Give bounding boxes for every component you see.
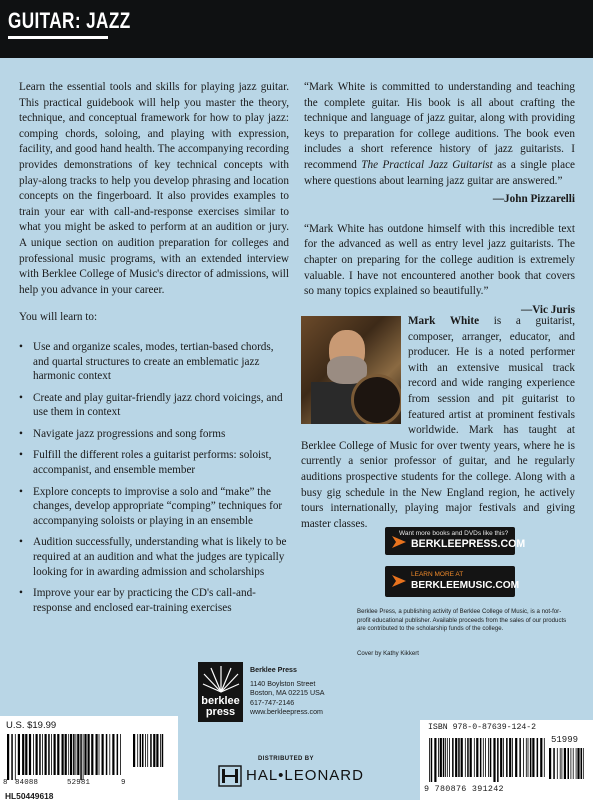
barcode-bar: [33, 734, 34, 775]
barcode-bar: [458, 738, 460, 777]
logo-word: berklee: [201, 695, 240, 707]
barcode-bar: [156, 734, 158, 767]
upc-addon-barcode: [132, 734, 166, 772]
barcode-bar: [500, 738, 502, 777]
barcode-bar: [117, 734, 119, 775]
barcode-bar: [80, 734, 82, 780]
quote-text-part: “Mark White is committed to understanding and teaching the complete guitar. His book is all about crafting the technique and language of jazz guitar, along with providing keys to preparation for college auditions. The book even includes a short reference history of jazz guitarists. I recommend: [304, 81, 575, 171]
barcode-bar: [465, 738, 466, 777]
barcode-bar: [140, 734, 142, 767]
learn-list: [19, 340, 289, 616]
learn-intro: You will learn to:: [19, 311, 98, 324]
barcode-bar: [452, 738, 454, 777]
barcode-bar: [88, 734, 90, 775]
barcode-bar: [438, 738, 439, 777]
barcode-bar: [83, 734, 84, 780]
list-item: • Fulfill the different roles a guitarist performs: soloist, accompanist, and ensemble member: [19, 448, 289, 477]
list-item: • Use and organize scales, modes, tertian-based chords, and quartal structures to create an emblematic jazz harmonic context: [19, 340, 289, 384]
barcode-bar: [455, 738, 457, 777]
barcode-bar: [461, 738, 463, 777]
barcode-bar: [528, 738, 529, 777]
barcode-bar: [544, 738, 545, 777]
quote-author: —John Pizzarelli: [492, 193, 575, 206]
description-column: [19, 80, 289, 622]
barcode-bar: [162, 734, 164, 767]
barcode-bar: [77, 734, 79, 775]
barcode-bar: [440, 738, 442, 777]
barcode-bar: [476, 738, 478, 777]
barcode-bar: [512, 738, 513, 777]
series-title: GUITAR: JAZZ: [8, 8, 131, 33]
list-item: • Create and play guitar-friendly jazz chord voicings, and use them in context: [19, 391, 289, 420]
barcode-bar: [73, 734, 75, 775]
upc-barcode: [6, 734, 124, 780]
isbn-addon-barcode: [548, 748, 584, 784]
bio-body: is a guitarist, composer, arranger, educator, and producer. He is a noted performer with an extensive musical track record and wide ranging experience from session and pit guitarist to featured artist at prominent festivals worldwide. Mark has taught at Berklee College of Music for over twenty years, where he is currently a senior professor of guitar, and he regularly auditions prospective students for the college. Along with a busy gig schedule in the New England region, he actively tours internationally, playing major festivals and giving master classes.: [301, 315, 575, 530]
barcode-bar: [526, 738, 527, 777]
barcode-bar: [42, 734, 43, 775]
barcode-bar: [515, 738, 517, 777]
author-name: Mark White: [408, 315, 480, 327]
barcode-bar: [488, 738, 489, 777]
promo-tagline: LEARN MORE AT: [411, 571, 464, 578]
barcode-bar: [576, 748, 577, 779]
barcode-bar: [581, 748, 583, 779]
barcode-bar: [150, 734, 152, 767]
barcode-bar: [54, 734, 56, 775]
barcode-bar: [583, 748, 584, 779]
barcode-bar: [564, 748, 566, 779]
isbn-addon-digits: 51999: [551, 735, 579, 745]
promo-tagline: Want more books and DVDs like this?: [399, 530, 509, 537]
description-paragraph: Learn the essential tools and skills for playing jazz guitar. This practical guidebook will help you master the theory, technique, and conceptual framework for how to play jazz: comping chords, soloing, and playing with expression, facility, and good hand health. The accompanying recording provides demonstrations of key technical concepts with play-along tracks to help you develop phrasing and location concepts on the fingerboard. It also provides examples to train your ear with call-and-response exercises similar to what you might be asked to perform at an audition or jury. A unique section on audition preparation for colleges and professional music programs, with an extended interview with Berklee College of Music's director of admissions, will help you advance in your career.: [19, 81, 289, 296]
header-bar: [0, 0, 593, 58]
barcode-bar: [480, 738, 482, 777]
quote-text: “Mark White has outdone himself with this incredible text for the advanced as well as entry level jazz guitarists. The chapter on preparing for the college audition is extremely valuable. I have not encountered another book that covers so many topics explained so beautifully.”: [304, 222, 575, 298]
barcode-bar: [445, 738, 446, 777]
book-title: The Practical Jazz Guitarist: [361, 158, 493, 171]
list-item: • Navigate jazz progressions and song forms: [19, 427, 289, 442]
author-photo: [301, 316, 401, 424]
title-underline: [8, 36, 108, 39]
list-item: • Improve your ear by practicing the CD's call-and-response and enclosed ear-training exercises: [19, 586, 289, 615]
hal-leonard-logo: [218, 765, 390, 787]
logo-word: press: [205, 706, 236, 718]
barcode-bar: [133, 734, 135, 767]
author-bio: [301, 314, 575, 532]
barcode-bar: [145, 734, 146, 767]
quote-text: [304, 80, 575, 189]
barcode-bar: [540, 738, 542, 777]
hal-leonard-mark-icon: [218, 765, 242, 787]
upc-first-digit: 8: [3, 779, 8, 787]
barcode-bar: [36, 734, 38, 775]
barcode-bar: [490, 738, 492, 777]
endorsement-quote: [304, 222, 575, 319]
barcode-bar: [571, 748, 572, 779]
list-item: • Audition successfully, understanding what is likely to be required at an audition and what the judges are typically looking for in awarding admission and scholarships: [19, 535, 289, 579]
barcode-bar: [497, 738, 499, 782]
barcode-bar: [470, 738, 472, 777]
barcode-bar: [568, 748, 570, 779]
barcode-bar: [485, 738, 486, 777]
publisher-web: www.berkleepress.com: [250, 708, 323, 717]
upc-right-digits: 52981: [67, 779, 91, 787]
endorsements-column: [304, 80, 575, 318]
arrow-icon: [390, 572, 408, 590]
barcode-bar: [106, 734, 108, 775]
barcode-bar: [68, 734, 69, 775]
barcode-bar: [96, 734, 98, 775]
berkleemusic-promo[interactable]: [385, 566, 520, 597]
hl-product-code: HL50449618: [5, 791, 54, 800]
barcode-bar: [503, 738, 504, 777]
barcode-bar: [48, 734, 50, 775]
publisher-address: [250, 666, 325, 718]
barcode-bar: [109, 734, 110, 775]
barcode-bar: [160, 734, 161, 767]
publisher-disclaimer: Berklee Press, a publishing activity of Berklee College of Music, is a not-for-profit educational publisher. Available proceeds from the sales of our products are contributed to the scholarship funds of the college.: [357, 608, 567, 633]
barcode-bar: [45, 734, 47, 775]
barcode-bar: [62, 734, 64, 775]
barcode-bar: [519, 738, 521, 777]
list-item: • Explore concepts to improvise a solo and “make” the changes, develop appropriate “comping” techniques for accompanying soloists or playing in an ensemble: [19, 485, 289, 529]
distributed-by-label: DISTRIBUTED BY: [258, 756, 314, 762]
barcode-bar: [137, 734, 138, 767]
barcode-bar: [153, 734, 155, 767]
barcode-bar: [11, 734, 13, 780]
upc-check-digit: 9: [121, 779, 126, 787]
barcode-bar: [493, 738, 495, 782]
upc-left-digits: 84088: [15, 779, 39, 787]
barcode-bar: [57, 734, 59, 775]
starburst-icon: [202, 664, 240, 694]
barcode-bar: [560, 748, 561, 779]
publisher-city: Boston, MA 02215 USA: [250, 689, 325, 698]
barcode-bar: [553, 748, 555, 779]
barcode-bar: [557, 748, 558, 779]
barcode-bar: [562, 748, 563, 779]
endorsement-quote: [304, 80, 575, 208]
berkleepress-promo[interactable]: [385, 527, 526, 555]
price-barcode-box: [0, 716, 178, 800]
barcode-bar: [18, 734, 20, 775]
publisher-phone: 617-747-2146: [250, 698, 295, 707]
barcode-bar: [51, 734, 52, 775]
barcode-bar: [449, 738, 450, 777]
quote-author: —Vic Juris: [521, 303, 575, 316]
berklee-press-logo: [198, 662, 243, 722]
barcode-bar: [22, 734, 24, 775]
barcode-bar: [25, 734, 27, 775]
cover-credit: Cover by Kathy Kikkert: [357, 650, 419, 657]
publisher-street: 1140 Boylston Street: [250, 679, 316, 688]
barcode-bar: [549, 748, 551, 779]
barcode-bar: [15, 734, 16, 780]
promo-url[interactable]: BERKLEEMUSIC.COM: [411, 580, 520, 591]
barcode-bar: [483, 738, 484, 777]
barcode-bar: [447, 738, 448, 777]
barcode-bar: [523, 738, 524, 777]
barcode-bar: [573, 748, 574, 779]
barcode-bar: [112, 734, 114, 775]
barcode-bar: [474, 738, 475, 777]
barcode-bar: [530, 738, 532, 777]
publisher-name: Berklee Press: [250, 666, 297, 674]
barcode-bar: [577, 748, 579, 779]
barcode-bar: [76, 734, 77, 775]
distributor-name: HAL•LEONARD: [246, 767, 364, 784]
isbn-barcode-box: [420, 720, 593, 800]
photo-guitar: [351, 374, 401, 424]
promo-url[interactable]: BERKLEEPRESS.COM: [411, 538, 526, 550]
barcode-bar: [431, 738, 433, 782]
barcode-bar: [70, 734, 72, 775]
barcode-bar: [532, 738, 534, 777]
barcode-bar: [29, 734, 31, 775]
barcode-bar: [102, 734, 104, 775]
barcode-bar: [65, 734, 67, 775]
barcode-bar: [467, 738, 469, 777]
isbn-barcode: [428, 738, 546, 782]
barcode-bar: [509, 738, 511, 777]
isbn-digits: 9 780876 391242: [424, 784, 504, 794]
barcode-bar: [537, 738, 539, 777]
isbn-label: ISBN 978-0-87639-124-2: [428, 723, 537, 732]
barcode-bar: [39, 734, 41, 775]
barcode-bar: [147, 734, 148, 767]
barcode-bar: [443, 738, 445, 777]
barcode-bar: [120, 734, 121, 775]
barcode-bar: [91, 734, 93, 775]
barcode-bar: [429, 738, 430, 782]
barcode-bar: [434, 738, 436, 782]
price-label: U.S. $19.99: [6, 720, 57, 731]
barcode-bar: [99, 734, 100, 775]
barcode-bar: [84, 734, 86, 775]
barcode-bar: [7, 734, 9, 780]
barcode-bar: [506, 738, 508, 777]
barcode-bar: [142, 734, 144, 767]
quote-text-part: as a single place where questions about learning jazz guitar are answered.”: [304, 158, 576, 187]
